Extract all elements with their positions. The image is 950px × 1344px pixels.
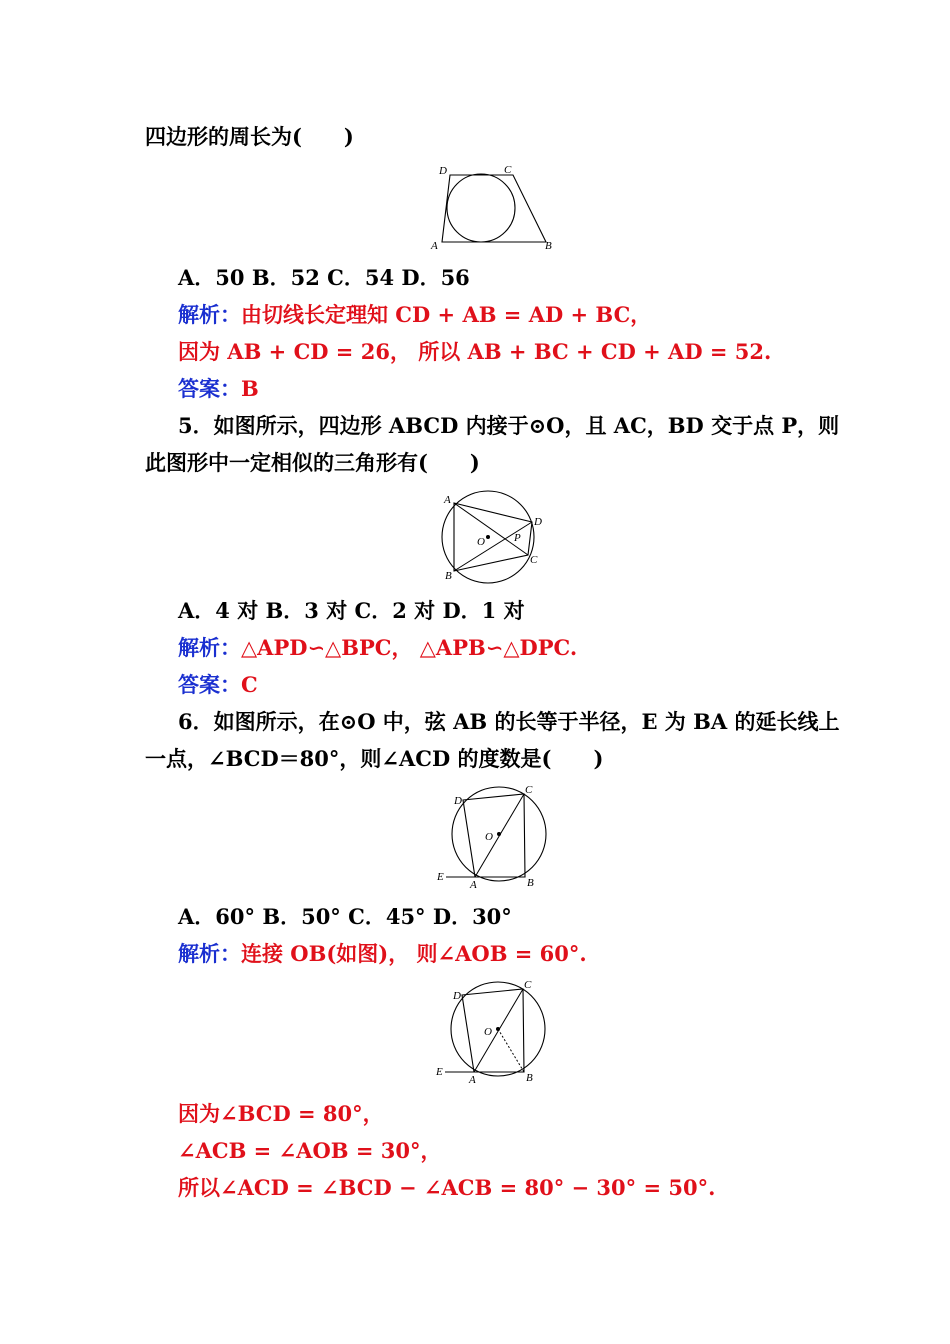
q4-label-D: D — [439, 165, 447, 177]
q4-analysis — [178, 301, 651, 329]
q5-options: A．4 对 B．3 对 C．2 对 D．1 对 — [178, 598, 525, 623]
q6-analysis-line3: ∠ACB = ∠AOB = 30°， — [178, 1138, 442, 1163]
q5-stem-line1: 5．如图所示，四边形 ABCD 内接于⊙O，且 AC，BD 交于点 P，则 — [178, 413, 840, 438]
q4-figure-trapezoid-incircle — [420, 160, 560, 255]
q6a-label-A: A — [469, 1074, 476, 1086]
q6-analysis-figure-circle — [431, 977, 551, 1087]
q5-label-P: P — [514, 532, 521, 544]
q6-stem-line2: 一点，∠BCD＝80°，则∠ACD 的度数是( ) — [145, 746, 604, 771]
q6-analysis-line1: 连接 OB(如图)， 则∠AOB = 60°. — [241, 941, 587, 966]
q4-answer — [178, 375, 259, 403]
q6-label-E: E — [437, 871, 444, 883]
q6-label-B: B — [527, 877, 534, 889]
q4-analysis-line2: 因为 AB + CD = 26， 所以 AB + BC + CD + AD = 52. — [178, 339, 772, 364]
q4-label-C: C — [504, 164, 512, 176]
q6a-label-O: O — [484, 1026, 492, 1038]
q5-label-A: A — [444, 494, 451, 506]
q6-options: A．60° B．50° C．45° D．30° — [178, 904, 512, 929]
q6a-label-D: D — [453, 990, 461, 1002]
q6-analysis — [178, 940, 587, 968]
q5-stem-line2: 此图形中一定相似的三角形有( ) — [145, 450, 480, 475]
q6-label-D: D — [454, 795, 462, 807]
q4-options: A．50 B．52 C．54 D．56 — [178, 265, 470, 290]
q6-label-A: A — [470, 879, 477, 891]
q5-answer — [178, 671, 258, 699]
q5-figure-cyclic-quadrilateral — [430, 485, 550, 585]
q4-label-B: B — [545, 240, 552, 252]
q5-analysis-label: 解析： — [178, 635, 241, 660]
q5-label-O: O — [477, 536, 485, 548]
q6-label-C: C — [525, 784, 533, 796]
q5-analysis-line1: △APD∽△BPC， △APB∽△DPC. — [241, 635, 578, 660]
q6-analysis-line4: 所以∠ACD = ∠BCD − ∠ACB = 80° − 30° = 50°. — [178, 1175, 716, 1200]
q6a-label-C: C — [524, 979, 532, 991]
q6-analysis-label: 解析： — [178, 941, 241, 966]
q6-analysis-line2: 因为∠BCD = 80°， — [178, 1101, 384, 1126]
q6a-label-E: E — [436, 1066, 443, 1078]
q4-analysis-line1: 由切线长定理知 CD + AB = AD + BC， — [241, 302, 652, 327]
q6-stem-line1: 6．如图所示，在⊙O 中，弦 AB 的长等于半径，E 为 BA 的延长线上 — [178, 709, 840, 734]
q6a-label-B: B — [526, 1072, 533, 1084]
q4-stem: 四边形的周长为( ) — [145, 124, 354, 149]
q4-analysis-label: 解析： — [178, 302, 241, 327]
q4-answer-label: 答案： — [178, 376, 241, 401]
q4-label-A: A — [431, 240, 438, 252]
q4-answer-value: B — [241, 376, 259, 401]
q5-analysis — [178, 634, 577, 662]
q5-label-B: B — [445, 570, 452, 582]
q6-figure-circle — [432, 782, 552, 892]
q6-label-O: O — [485, 831, 493, 843]
q5-answer-value: C — [241, 672, 258, 697]
q5-answer-label: 答案： — [178, 672, 241, 697]
q5-label-D: D — [534, 516, 542, 528]
q5-label-C: C — [530, 554, 538, 566]
